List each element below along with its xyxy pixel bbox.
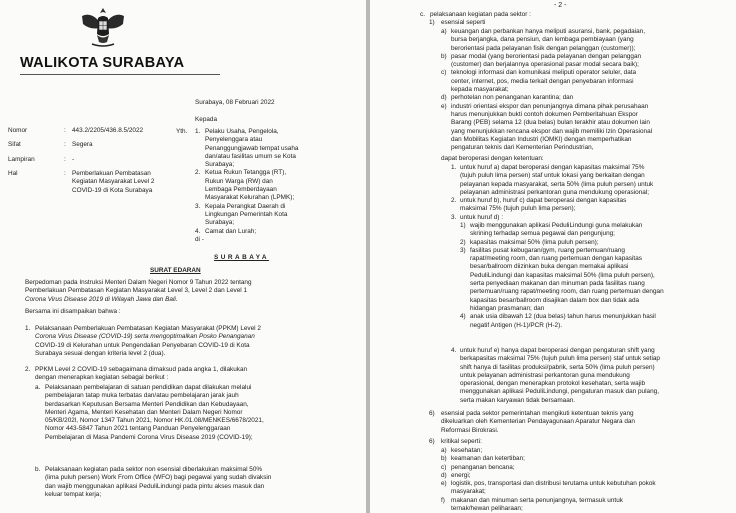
list-item: a) kesehatan; <box>441 447 483 454</box>
list-item: 4) anak usia dibawah 12 (dua belas) tahun harus menunjukkan hasil negatif Antigen (H-1)/PCR (H-2). <box>460 313 656 329</box>
circular-title: SURAT EDARAN <box>150 267 201 274</box>
sector-1-items <box>441 28 652 152</box>
meta-hal <box>8 170 154 195</box>
point-2: 2. PPKM Level 2 COVID-19 sebagaimana dimaksud pada angka 1, dilakukan dengan menerapkan kegiatan sebagai berikut : <box>25 366 248 382</box>
list-item: 3. untuk huruf d) : <box>451 213 503 221</box>
meta-value: Pemberlakuan Pembatasan Kegiatan Masyarakat Level 2 COVID-19 di Kota Surabaya <box>72 170 155 194</box>
garuda-emblem-icon <box>80 4 126 50</box>
sector-2: 6) esensial pada sektor pemerintahan mengikuti ketentuan teknis yang dikeluarkan oleh Kementerian Pendayagunaan Aparatur Negara dan Reformasi Birokrasi. <box>429 410 635 434</box>
meta-sep: : <box>64 141 66 148</box>
sector-3-title: 6) kritikal seperti: <box>429 438 482 445</box>
list-item: b) pasar modal (yang berorientasi pada pelayanan dengan pelanggan (customer) dan berjalannya operasional pasar modal secara baik); <box>441 52 642 69</box>
intro-paragraph: Berpedoman pada Instruksi Menteri Dalam Negeri Nomor 9 Tahun 2022 tentang Pemberlakuan Pembatasan Kegiatan Masyarakat Level 3, Level 2 dan Level 1 Corona Virus Disease 2019 di Wilayah Jawa dan Bali. <box>25 279 252 303</box>
meta-sep: : <box>64 127 66 134</box>
point-1: 1. Pelaksanaan Pemberlakuan Pembatasan Kegiatan Masyarakat (PPKM) Level 2 Corona Virus Disease (COVID-19) serta mengoptimalkan Posko Penanganan COVID-19 di Kelurahan untuk Pengendalian Penyebaran COVID-19 di Kota Surabaya sesuai dengan kriteria level 2 (dua). <box>25 325 261 357</box>
sector-3-items <box>441 447 656 513</box>
list-item: f) makanan dan minuman serta penunjangnya, termasuk untuk ternak/hewan peliharaan; <box>441 496 623 513</box>
list-item: c) penanganan bencana; <box>441 463 515 471</box>
meta-label: Lampiran <box>8 156 35 163</box>
list-item: e) logistik, pos, transportasi dan distribusi terutama untuk kebutuhan pokok masyarakat; <box>441 480 656 496</box>
di-label: di - <box>195 235 204 243</box>
meta-label: Hal <box>8 170 18 177</box>
list-item: 1. untuk huruf a) dapat beroperasi dengan kapasitas maksimal 75% (tujuh puluh lima persen) staf untuk lokasi yang berkaitan dengan pelayanan kepada masyarakat, serta 50% (lima puluh persen) untuk pelayanan administrasi perkantoran guna mendukung operasional; <box>451 164 654 196</box>
meta-sep: : <box>64 156 66 163</box>
point-2a: a. Pelaksanaan pembelajaran di satuan pendidikan dapat dilakukan melalui pembelajaran tatap muka terbatas dan/atau pembelajaran jarak jauh berdasarkan Keputusan Bersama Menteri Pendidikan dan Kebudayaan, Menteri Agama, Menteri Kesehatan dan Menteri Dalam Negeri Nomor 05/KB/202l, Nomor 1347 Tahun 2021, Nomor HK.01.08/MENKES/6678/2021, Nomor 443-5847 Tahun 2021 tentang Panduan Penyelenggaraan Pembelajaran di Masa Pandemi Corona Virus Disease 2019 (COVID-19); <box>35 384 264 441</box>
list-item: e) industri orientasi ekspor dan penunjangnya dimana pihak perusahaan harus menunjukkan bukti contoh dokumen Pemberitahuan Ekspor Barang (PEB) selama 12 (dua belas) bulan terakhir atau dokumen lain yang menunjukkan rencana ekspor dan wajib memiliki Izin Operasional dan Mobilitas Kegiatan Industri (IOMKI) dengan memperhatikan pengaturan teknis dari Kementerian Perindustrian, <box>441 102 653 152</box>
header-rule <box>20 74 220 75</box>
sector-1-after: dapat beroperasi dengan ketentuan: <box>441 155 544 162</box>
recipient-item: 2. Ketua Rukun Tetangga (RT), Rukun Warga (RW) dan Lembaga Pemberdayaan Masyarakat Kelurahan (LPMK); <box>195 169 295 202</box>
meta-nomor <box>8 127 143 135</box>
header-title: WALIKOTA SURABAYA <box>20 55 185 71</box>
sub-intro: Bersama ini disampaikan bahwa : <box>25 308 121 315</box>
list-item: d) perhotelan non penanganan karantina; dan <box>441 94 574 102</box>
recipient-item: 4. Camat dan Lurah; <box>195 227 257 235</box>
list-item: 1) wajib menggunakan aplikasi PeduliLindungi guna melakukan skrining terhadap semua pegawai dan pengunjung; <box>460 222 643 238</box>
list-item: d) energi; <box>441 471 471 479</box>
meta-sep: : <box>64 170 66 177</box>
section-c: c. pelaksanaan kegiatan pada sektor : <box>420 11 531 18</box>
page-one <box>0 0 366 513</box>
page-two <box>370 0 736 513</box>
list-item: 2) kapasitas maksimal 50% (lima puluh persen); <box>460 238 599 246</box>
list-item: c) teknologi informasi dan komunikasi meliputi operator seluler, data center, internet, pos, media terkait dengan penyebaran informasi kepada masyarakat; <box>441 69 637 94</box>
list-item: b) keamanan dan ketertiban; <box>441 455 525 463</box>
recipient-item: 3. Kepala Perangkat Daerah di Lingkungan Pemerintah Kota Surabaya; <box>195 202 288 227</box>
meta-label: Sifat <box>8 141 21 148</box>
rule-4: 4. untuk huruf e) hanya dapat beroperasi dengan pengaturan shift yang berkapasitas maksimal 75% (tujuh puluh lima persen) staf untuk setiap shift hanya di fasilitas produksi/pabrik, serta 50% (lima puluh persen) untuk pelayanan administrasi perkantoran guna mendukung operasional, dengan menerapkan protokol kesehatan, serta wajib menggunakan aplikasi PeduliLindungi, pengaturan masuk dan pulang, serta makan karyawan tidak bersamaan. <box>451 347 660 404</box>
place-date: Surabaya, 08 Februari 2022 <box>195 99 275 106</box>
yth-label: Yth. <box>176 128 188 135</box>
meta-value: Segera <box>72 141 93 148</box>
recipient-item: 1. Pelaku Usaha, Pengelola, Penyelenggara atau Penanggungjawab tempat usaha dan/atau fasilitas umum se Kota Surabaya; <box>195 128 299 169</box>
point-2b: b. Pelaksanaan kegiatan pada sektor non esensial diberlakukan maksimal 50% (lima puluh persen) Work From Office (WFO) bagi pegawai yang sudah divaksin dan wajib menggunakan aplikasi PeduliLindungi pada pintu akses masuk dan keluar tempat kerja; <box>35 466 272 498</box>
recipients-list <box>195 128 298 244</box>
page-number: - 2 - <box>554 2 567 9</box>
list-item: 3) fasilitas pusat kebugaran/gym, ruang pertemuan/ruang rapat/meeting room, dan ruang pertemuan dengan kapasitas besar/ballroom diizinkan buka dengan memakai aplikasi PeduliLindungi dan kapasitas maksimal 50% (lima puluh persen), serta penyediaan makanan dan minuman pada fasilitas ruang pertemuan/ruang rapat/meeting room, dan ruang pertemuan dengan kapasitas besar/ballroom disajikan dalam box dan tidak ada hidangan prasmanan; dan <box>460 246 664 312</box>
meta-sifat <box>8 141 93 149</box>
list-item: 2. untuk huruf b), huruf c) dapat beroperasi dengan kapasitas maksimal 75% (tujuh puluh lima persen); <box>451 197 627 213</box>
sector-1-rules <box>451 164 653 222</box>
meta-label: Nomor <box>8 127 28 134</box>
rule-3-items <box>460 222 664 330</box>
meta-value: 443.2/2205/436.8.5/2022 <box>72 127 144 134</box>
meta-value: - <box>72 156 75 163</box>
sector-1-title: 1) esensial seperti <box>429 19 486 26</box>
meta-lampiran <box>8 156 74 164</box>
kepada-label: Kepada <box>195 116 218 123</box>
city-name: SURABAYA <box>214 254 270 261</box>
list-item: a) keuangan dan perbankan hanya meliputi asuransi, bank, pegadaian, bursa berjangka, dana pensiun, dan lembaga pembiayaan (yang berorientasi pada pelayanan fisik dengan pelanggan (customer)); <box>441 28 645 52</box>
